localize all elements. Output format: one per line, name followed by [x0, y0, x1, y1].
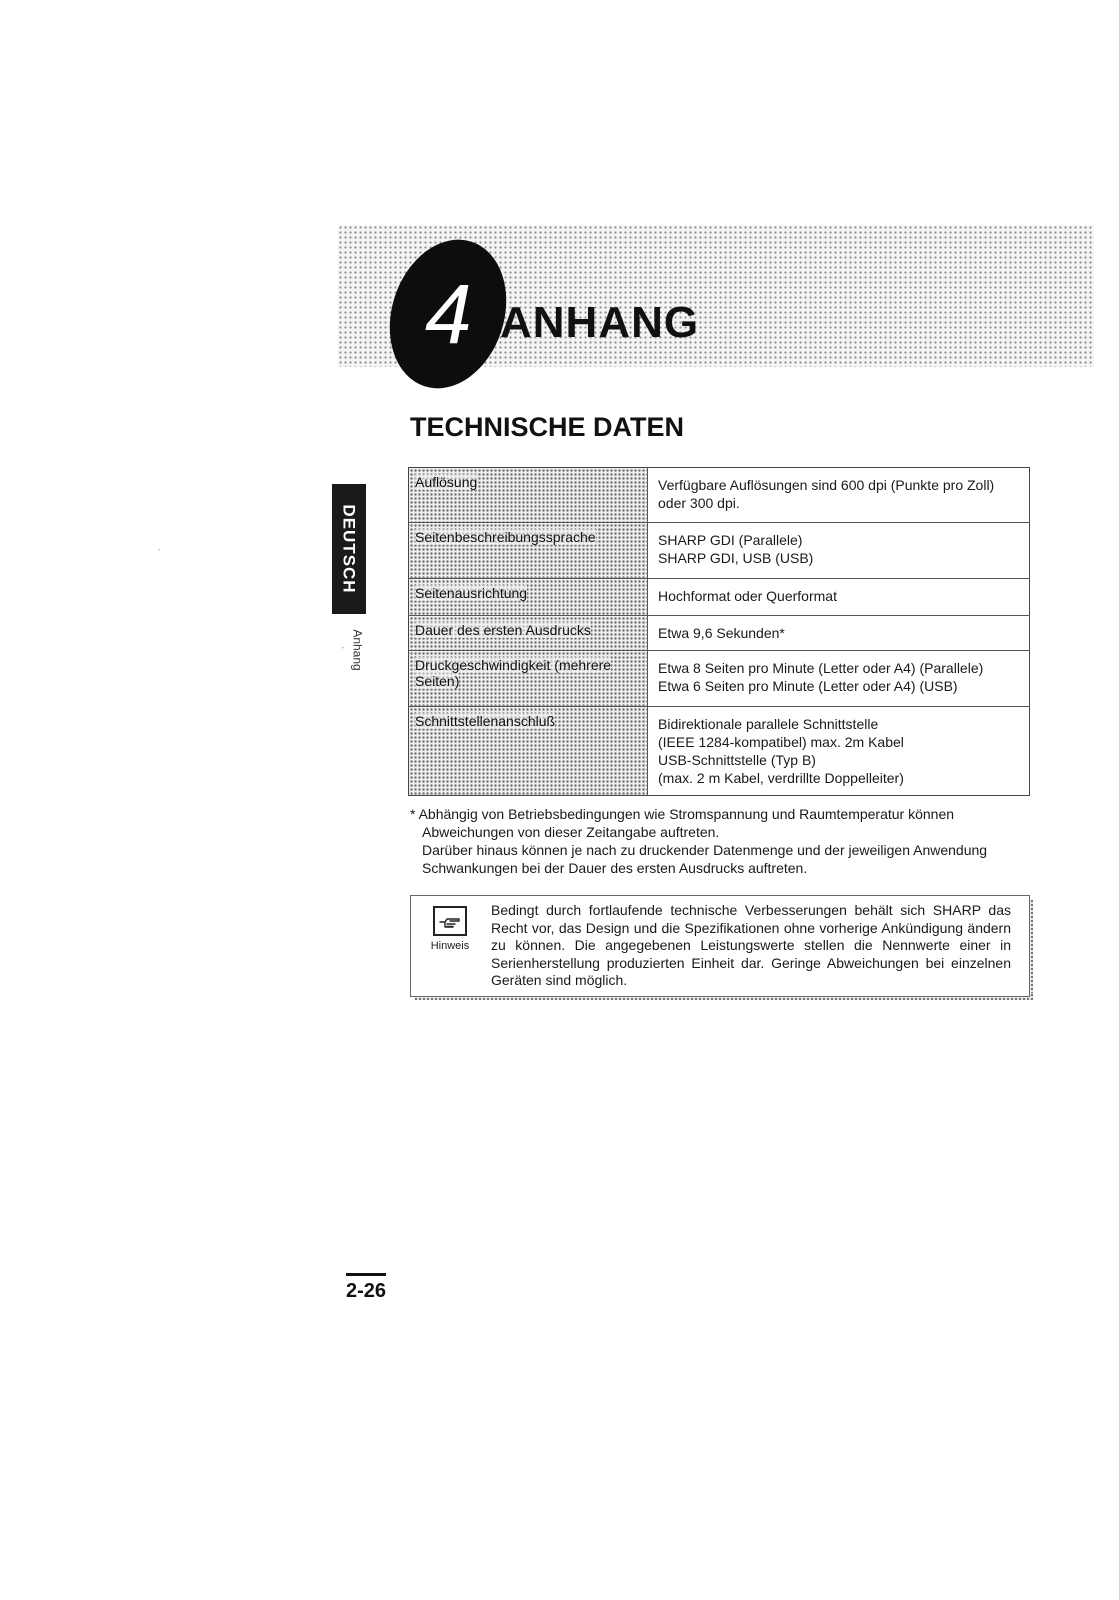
note-box	[410, 895, 1030, 997]
chapter-title: ANHANG	[500, 298, 700, 347]
spec-row	[409, 616, 1030, 651]
page-number-rule	[346, 1273, 386, 1276]
spec-value-line: Bidirektionale parallele Schnittstelle	[658, 716, 879, 732]
spec-row	[409, 468, 1030, 523]
note-icon-wrap	[425, 906, 475, 952]
spec-label-cell	[409, 579, 648, 616]
language-tab	[332, 484, 366, 614]
spec-value-line: Etwa 8 Seiten pro Minute (Letter oder A4) (Parallele)	[658, 660, 984, 676]
footnote-paragraph: Darüber hinaus können je nach zu druckender Datenmenge und der jeweiligen Anwendung Schwankungen bei der Dauer des ersten Ausdrucks auftreten.	[422, 842, 988, 876]
spec-value-cell	[648, 468, 1030, 523]
spec-value-line: SHARP GDI, USB (USB)	[658, 550, 814, 566]
spec-value-cell	[648, 523, 1030, 579]
spec-label: Auflösung	[415, 474, 478, 490]
scan-speck: •	[342, 646, 345, 652]
spec-row	[409, 651, 1030, 707]
note-label: Hinweis	[430, 940, 470, 952]
footnote-paragraph: * Abhängig von Betriebsbedingungen wie Stromspannung und Raumtemperatur können Abweichungen von dieser Zeitangabe auftreten.	[410, 806, 955, 840]
spec-label: Seitenausrichtung	[415, 585, 528, 601]
spec-label: Druckgeschwindigkeit (mehrere Seiten)	[415, 657, 612, 689]
spec-value-line: Etwa 6 Seiten pro Minute (Letter oder A4) (USB)	[658, 678, 958, 694]
spec-value-cell	[648, 579, 1030, 616]
spec-label: Seitenbeschreibungssprache	[415, 529, 596, 545]
spec-value-cell	[648, 616, 1030, 651]
spec-row	[409, 579, 1030, 616]
chapter-side-label-text: Anhang	[351, 629, 365, 671]
spec-value-cell	[648, 651, 1030, 707]
spec-label-cell	[409, 468, 648, 523]
spec-value-line: oder 300 dpi.	[658, 495, 740, 511]
spec-value-line: SHARP GDI (Parallele)	[658, 532, 803, 548]
spec-label-cell	[409, 616, 648, 651]
page-number: 2-26	[346, 1280, 387, 1302]
spec-value-line: Etwa 9,6 Sekunden*	[658, 625, 785, 641]
pointing-hand-icon	[433, 906, 467, 936]
spec-value-cell	[648, 707, 1030, 796]
spec-value-line: Hochformat oder Querformat	[658, 588, 837, 604]
spec-table	[408, 467, 1030, 796]
chapter-number: 4	[424, 267, 472, 361]
language-tab-label: DEUTSCH	[340, 504, 360, 594]
spec-label-cell	[409, 523, 648, 579]
spec-label-cell	[409, 651, 648, 707]
scan-speck: •	[158, 548, 161, 554]
spec-value-line: Verfügbare Auflösungen sind 600 dpi (Punkte pro Zoll)	[658, 477, 995, 493]
spec-label: Dauer des ersten Ausdrucks	[415, 622, 591, 638]
section-title: TECHNISCHE DATEN	[410, 412, 685, 442]
spec-value-line: USB-Schnittstelle (Typ B)	[658, 752, 816, 768]
footnote	[410, 805, 1032, 877]
spec-row	[409, 523, 1030, 579]
spec-value-line: (max. 2 m Kabel, verdrillte Doppelleiter)	[658, 770, 904, 786]
note-text: Bedingt durch fortlaufende technische Verbesserungen behält sich SHARP das Recht vor, das Design und die Spezifikationen ohne vorherige Ankündigung ändern zu können. Die angegebenen Leistungswerte stellen die Nennwerte einer in Serienherstellung produzierten Einheit dar. Geringe Abweichungen bei einzelnen Geräten sind möglich.	[491, 902, 1011, 988]
spec-row	[409, 707, 1030, 796]
spec-label: Schnittstellenanschluß	[415, 713, 556, 729]
spec-value-line: (IEEE 1284-kompatibel) max. 2m Kabel	[658, 734, 904, 750]
spec-label-cell	[409, 707, 648, 796]
chapter-side-label	[350, 620, 366, 680]
